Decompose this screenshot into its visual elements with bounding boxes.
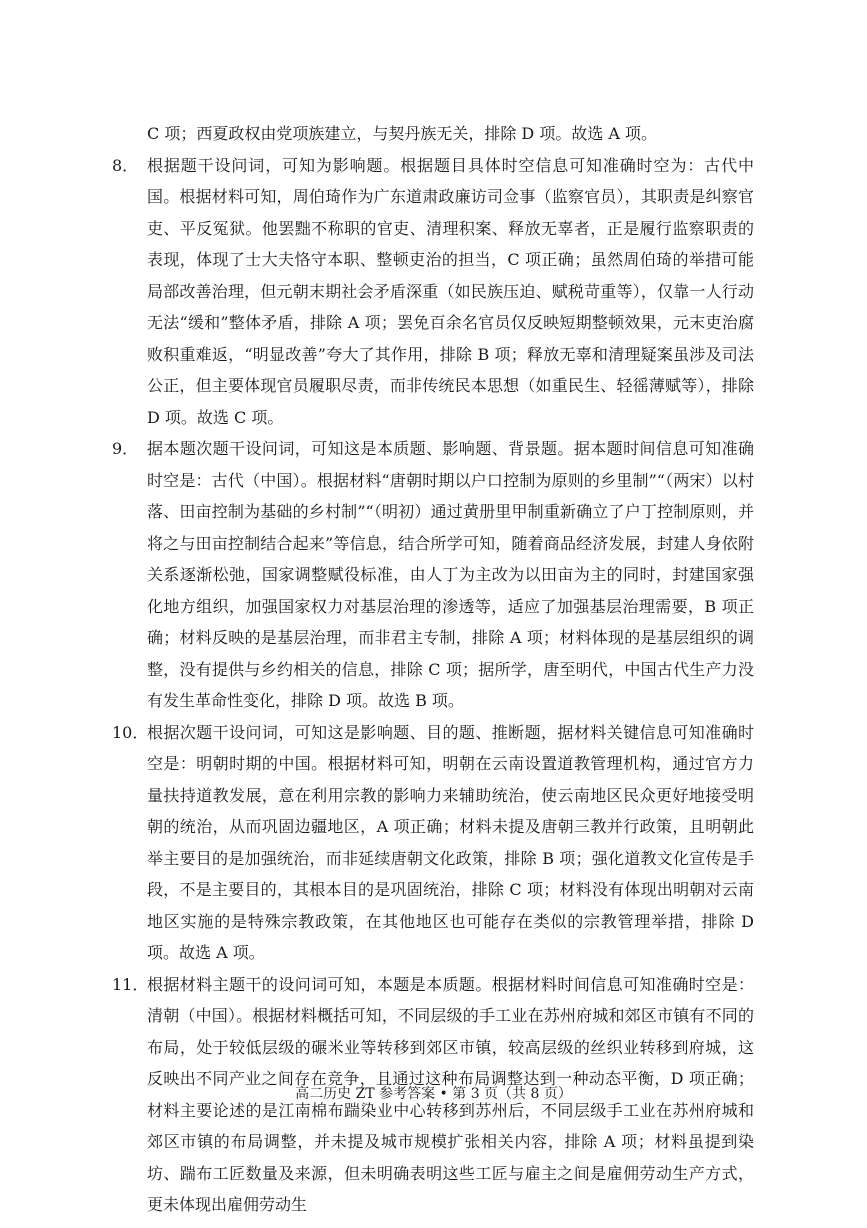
item-text: 根据题干设问词，可知为影响题。根据题目具体时空信息可知准确时空为：古代中国。根据材料可知，周伯琦作为广东道肃政廉访司佥事（监察官员），其职责是纠察官吏、平反冤狱。他罢黜不称职的官吏、清理积案、释放无辜者，正是履行监察职责的表现，体现了士大夫恪守本职、整顿吏治的担当，C 项正确；虽然周伯琦的举措可能局部改善治理，但元朝末期社会矛盾深重（如民族压迫、赋税苛重等），仅靠一人行动无法“缓和”整体矛盾，排除 A 项；罢免百余名官员仅反映短期整顿效果，元末吏治腐败积重难返，“明显改善”夸大了其作用，排除 B 项；释放无辜和清理疑案虽涉及司法公正，但主要体现官员履职尽责，而非传统民本思想（如重民生、轻徭薄赋等），排除 D 项。故选 C 项。 — [147, 155, 754, 427]
item-text: 根据次题干设问词，可知这是影响题、目的题、推断题，据材料关键信息可知准确时空是：明朝时期的中国。根据材料可知，明朝在云南设置道教管理机构，通过官方力量扶持道教发展，意在利用宗教的影响力来辅助统治，使云南地区民众更好地接受明朝的统治，从而巩固边疆地区，A 项正确；材料未提及唐朝三教并行政策，且明朝此举主要目的是加强统治，而非延续唐朝文化政策，排除 B 项；强化道教文化宣传是手段，不是主要目的，其根本目的是巩固统治，排除 C 项；材料没有体现出明朝对云南地区实施的是特殊宗教政策，在其他地区也可能存在类似的宗教管理举措，排除 D 项。故选 A 项。 — [147, 722, 754, 962]
item-number: 11． — [112, 974, 149, 994]
answer-item-10 — [112, 717, 754, 969]
continued-paragraph: C 项；西夏政权由党项族建立，与契丹族无关，排除 D 项。故选 A 项。 — [147, 124, 658, 143]
item-text: 据本题次题干设问词，可知这是本质题、影响题、背景题。据本题时间信息可知准确时空是：古代（中国）。根据材料“唐朝时期以户口控制为原则的乡里制”“（两宋）以村落、田亩控制为基础的乡村制”“（明初）通过黄册里甲制重新确立了户丁控制原则，并将之与田亩控制结合起来”等信息，结合所学可知，随着商品经济发展，封建人身依附关系逐渐松弛，国家调整赋役标准，由人丁为主改为以田亩为主的同时，封建国家强化地方组织，加强国家权力对基层治理的渗透等，适应了加强基层治理需要，B 项正确；材料反映的是基层治理，而非君主专制，排除 A 项；材料体现的是基层组织的调整，没有提供与乡约相关的信息，排除 C 项；据所学，唐至明代，中国古代生产力没有发生革命性变化，排除 D 项。故选 B 项。 — [147, 439, 754, 710]
item-number: 10． — [112, 722, 149, 742]
item-number: 9． — [112, 439, 139, 458]
item-text: 根据材料主题干的设问词可知，本题是本质题。根据材料时间信息可知准确时空是：清朝（中国）。根据材料概括可知，不同层级的手工业在苏州府城和郊区市镇有不同的布局，处于较低层级的碾米业等转移到郊区市镇，较高层级的丝织业转移到府城，这反映出不同产业之间存在竞争，且通过这种布局调整达到一种动态平衡，D 项正确；材料主要论述的是江南棉布踹染业中心转移到苏州后，不同层级手工业在苏州府城和郊区市镇的布局调整，并未提及城市规模扩张相关内容，排除 A 项；材料虽提到染坊、踹布工匠数量及来源，但未明确表明这些工匠与雇主之间是雇佣劳动生产方式，更未体现出雇佣劳动生 — [147, 974, 754, 1214]
answer-content — [112, 118, 754, 1221]
page-footer: 高二历史 ZT 参考答案 • 第 3 页（共 8 页） — [295, 1086, 572, 1102]
answer-item-9 — [112, 433, 754, 717]
item-number: 8． — [112, 155, 139, 175]
answer-item-8 — [112, 150, 754, 434]
